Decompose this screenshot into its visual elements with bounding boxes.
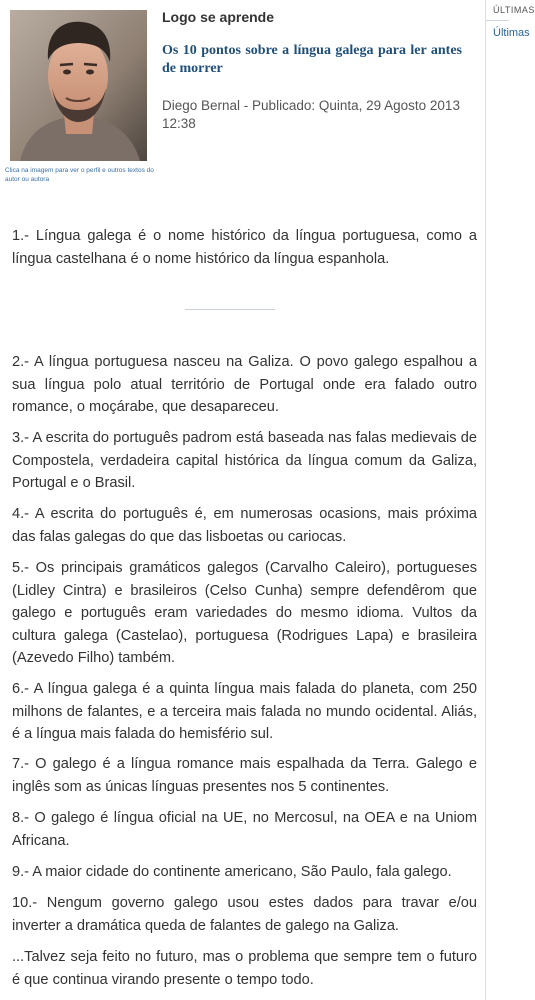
article-paragraph: 5.- Os principais gramáticos galegos (Carvalho Caleiro), portugueses (Lidley Cintra) e brasileiros (Celso Cunha) sempre defendêrom que galego e português eram variedades do mesmo idioma. Vultos da cultura galega (Castelao), portuguesa (Rodrigues Lapa) e brasileira (Azevedo Filho) também. bbox=[12, 560, 477, 666]
article-byline: Diego Bernal - Publicado: Quinta, 29 Agosto 2013 12:38 bbox=[162, 98, 460, 131]
sidebar-latest bbox=[485, 0, 535, 1000]
author-portrait-image bbox=[10, 10, 147, 161]
article-paragraph: ...Talvez seja feito no futuro, mas o problema que sempre tem o futuro é que continua virando presente o tempo todo. bbox=[12, 949, 477, 988]
divider bbox=[185, 309, 275, 310]
article-paragraph: 7.- O galego é a língua romance mais espalhada da Terra. Galego e inglês som as únicas línguas presentes nos 5 continentes. bbox=[12, 756, 477, 795]
article-paragraph: 2.- A língua portuguesa nasceu na Galiza. O povo galego espalhou a sua língua polo atual território de Portugal onde era falado outro romance, o moçárabe, que desapareceu. bbox=[12, 354, 477, 415]
section-title: Logo se aprende bbox=[162, 9, 275, 25]
article-paragraph: 9.- A maior cidade do continente americano, São Paulo, fala galego. bbox=[12, 864, 452, 880]
article-paragraph: 10.- Nengum governo galego usou estes dados para travar e/ou inverter a dramática queda de falantes de galego na Galiza. bbox=[12, 895, 477, 934]
article-paragraph: 8.- O galego é língua oficial na UE, no Mercosul, na OEA e na Uniom Africana. bbox=[12, 810, 477, 849]
article-paragraph: 6.- A língua galega é a quinta língua mais falada do planeta, com 250 milhons de falantes, e a terceira mais falada no mundo ocidental. Aliás, é a língua mais falada do hemisfério sul. bbox=[12, 681, 477, 742]
sidebar-header: ÚLTIMAS bbox=[493, 5, 535, 15]
sidebar-divider bbox=[486, 20, 509, 21]
photo-caption[interactable]: Clica na imagem para ver o perfil e outros textos do autor ou autora bbox=[5, 167, 154, 183]
sidebar-link[interactable]: Últimas bbox=[493, 27, 530, 39]
article-paragraph: 4.- A escrita do português é, em numerosas ocasions, mais próxima das falas galegas do que das lisboetas ou cariocas. bbox=[12, 506, 477, 545]
article-paragraph: 3.- A escrita do português padrom está baseada nas falas medievais de Compostela, verdadeira capital histórica da língua comum da Galiza, Portugal e o Brasil. bbox=[12, 430, 477, 491]
article-title[interactable]: Os 10 pontos sobre a língua galega para ler antes de morrer bbox=[162, 43, 462, 76]
author-photo[interactable] bbox=[10, 10, 147, 161]
article-paragraph: 1.- Língua galega é o nome histórico da língua portuguesa, como a língua castelhana é o nome histórico da língua espanhola. bbox=[12, 228, 477, 267]
